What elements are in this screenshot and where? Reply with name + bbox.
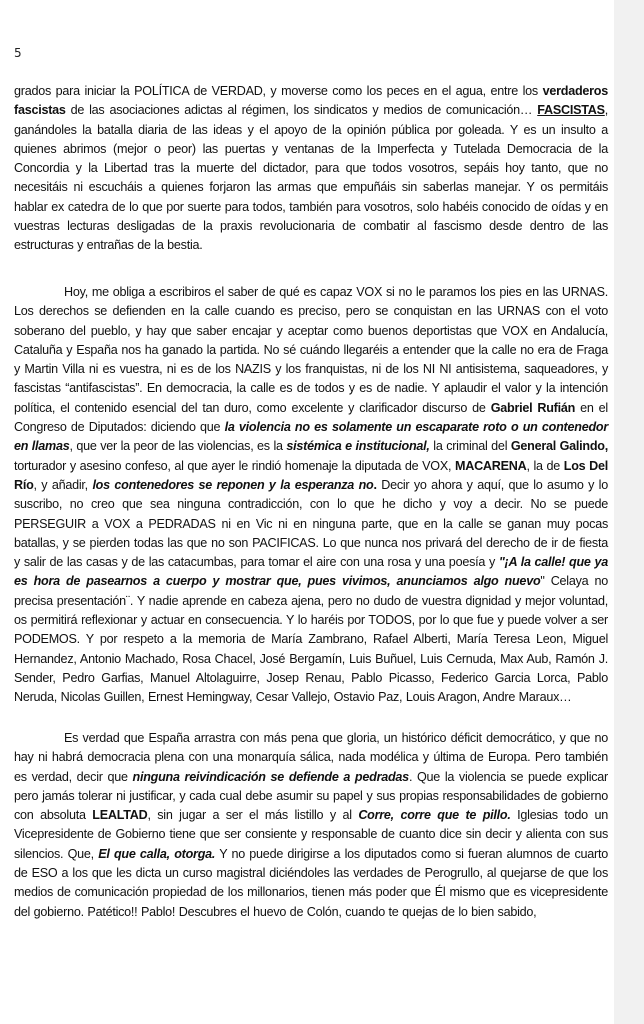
- paragraph-2: [14, 283, 608, 708]
- emphasized-text-run: El que calla, otorga.: [98, 846, 216, 861]
- text-run: Y no puede dirigirse a los diputados como si fueran alumnos de cuarto de ESO a los que les dicta un curso magistral diciéndoles las verdades de Perogrullo, al quejarse de que los medios de comunicación propiedad de los millonarios, tienen más poder que Él mismo que es vicepresidente del gobierno. Patético!! Pablo! Descubres el huevo de Colón, cuando te quejas de lo bien sabido,: [14, 846, 608, 919]
- text-run: grados para iniciar la POLÍTICA de VERDAD, y moverse como los peces en el agua, entre los: [14, 84, 543, 98]
- emphasized-text-run: Los Del Río: [14, 458, 608, 492]
- emphasized-text-run: General Galindo,: [510, 439, 608, 454]
- paragraph-3-text: [14, 729, 608, 922]
- text-run: , la de: [526, 458, 564, 473]
- paragraph-2-text: [14, 283, 608, 708]
- text-run: " Celaya no precisa presentación¨. Y nadie aprende en cabeza ajena, pero no dudo de vuestra dignidad y mejor voluntad, os permitirá reflexionar y actuar en consecuencia. Y lo haréis por TODOS, por lo que fue y puede volver a ser PODEMOS. Y por respeto a la memoria de María Zambrano, Rafael Alberti, María Teresa Leon, Miguel Hernandez, Antonio Machado, Rosa Chacel, José Bergamín, Luis Buñuel, Luis Cernuda, Max Aub, Ramón J. Sender, Pedro Garfias, Manuel Altolaguirre, Josep Renau, Pablo Picasso, Federico Garcia Lorca, Pablo Neruda, Nicolas Guillen, Ernest Hemingway, Cesar Vallejo, Ostavio Paz, Louis Aragon, Andre Maraux…: [14, 574, 608, 705]
- emphasized-text-run: .: [373, 477, 377, 492]
- text-run: , ganándoles la batalla diaria de las ideas y el apoyo de la opinión pública por goleada. Y es un insulto a quienes abrimos (mejor o peor) las puertas y ventanas de la Imperfecta y Tutelada Democracia de la Concordia y la Libertad tras la muerte del dictador, para que todos vosotros, sepáis hoy tanto, que no necesitáis ni escucháis a quienes forjaron las armas que empuñáis sin saberlas manejar. Y os permitáis hablar ex catedra de lo que por suerte para todos, también para vosotros, solo habéis conocido de oídas y en vuestras lecturas desligadas de la praxis revolucionaria de combatir al fascismo desde dentro de las estructuras y entrañas de la bestia.: [14, 103, 608, 253]
- text-run: , sin jugar a ser el más listillo y al: [147, 808, 359, 823]
- emphasized-text-run: ninguna reivindicación se defiende a pedradas: [132, 769, 409, 784]
- text-run: Iglesias todo un Vicepresidente de Gobierno tiene que ser consiente y responsable de cuanto dice sin decir y alienta con sus silencios. Que,: [14, 808, 608, 861]
- text-run: . Que la violencia se puede explicar pero jamás tolerar ni justificar, y cada cual debe asumir su papel y sus propias responsabilidades de gobierno con absoluta: [14, 769, 609, 823]
- emphasized-text-run: "¡A la calle! que ya es hora de pasearnos a cuerpo y mostrar que, pues vivimos, anunciamos algo nuevo: [14, 555, 609, 589]
- page-margin-strip: [614, 0, 644, 1024]
- paragraph-1-text: [14, 82, 608, 256]
- emphasized-text-run: la violencia no es solamente un escaparate roto o un contenedor en llamas: [14, 420, 608, 454]
- text-run: , y añadir,: [33, 477, 93, 492]
- text-run: Decir yo ahora y aquí, que lo asumo y lo suscribo, no creo que sea ninguna contradicción, con lo que he dicho y voy a decir. No se puede PERSEGUIR a VOX a PEDRADAS ni en Vic ni en ninguna parte, que en la calle se ganan muy pocas batallas, y se pierden todas las que no son PACIFICAS. Lo que nunca nos privará del derecho de ir de fiesta y salir de las casas y de las catacumbas, para tomar el aire con una rosa y una poesía y: [14, 477, 608, 570]
- emphasized-text-run: LEALTAD: [92, 808, 148, 823]
- paragraph-1: [14, 82, 608, 256]
- text-run: Hoy, me obliga a escribiros el saber de qué es capaz VOX si no le paramos los pies en las URNAS. Los derechos se defienden en la calle cuando es preciso, pero se conquistan en las URNAS con el voto soberano del pueblo, y hay que saber encajar y aceptar como buenos deportistas que VOX en Andalucía, Cataluña y España nos ha ganado la partida. No sé cuándo llegaréis a entender que la calle no era de Fraga y Martin Villa ni es vuestra, ni es de los NAZIS y los franquistas, ni de los NI NI antisistema, saqueadores, y fascistas “antifascistas”. En democracia, la calle es de todos y es de nadie. Y aplaudir el valor y la intención política, el contenido esencial del tan duro, como excelente y clarificador discurso de: [14, 285, 608, 415]
- text-run: torturador y asesino confeso, al que ayer le rindió homenaje la diputada de VOX,: [14, 458, 455, 473]
- emphasized-text-run: MACARENA: [455, 458, 527, 473]
- text-run: de las asociaciones adictas al régimen, los sindicatos y medios de comunicación…: [65, 103, 538, 118]
- text-run: , que ver la peor de las violencias, es la: [69, 439, 287, 454]
- emphasized-text-run: verdaderos fascistas: [14, 84, 608, 118]
- emphasized-text-run: Corre, corre que te pillo.: [358, 808, 511, 823]
- emphasized-text-run: Gabriel Rufián: [490, 400, 576, 415]
- paragraph-3: [14, 729, 608, 922]
- emphasized-text-run: los contenedores se reponen y la esperanza no: [92, 477, 374, 492]
- emphasized-text-run: sistémica e institucional,: [286, 439, 430, 454]
- text-run: la criminal del: [429, 439, 511, 454]
- text-run: Es verdad que España arrastra con más pena que gloria, un histórico déficit democrático, y que no hay ni habrá democracia plena con una monarquía sálica, nada modélica y última de Europa. Pero también es verdad, decir que: [14, 731, 608, 784]
- text-run: en el Congreso de Diputados: diciendo que: [14, 400, 608, 435]
- emphasized-text-run: FASCISTAS: [537, 103, 605, 118]
- page-number: 5: [14, 46, 22, 60]
